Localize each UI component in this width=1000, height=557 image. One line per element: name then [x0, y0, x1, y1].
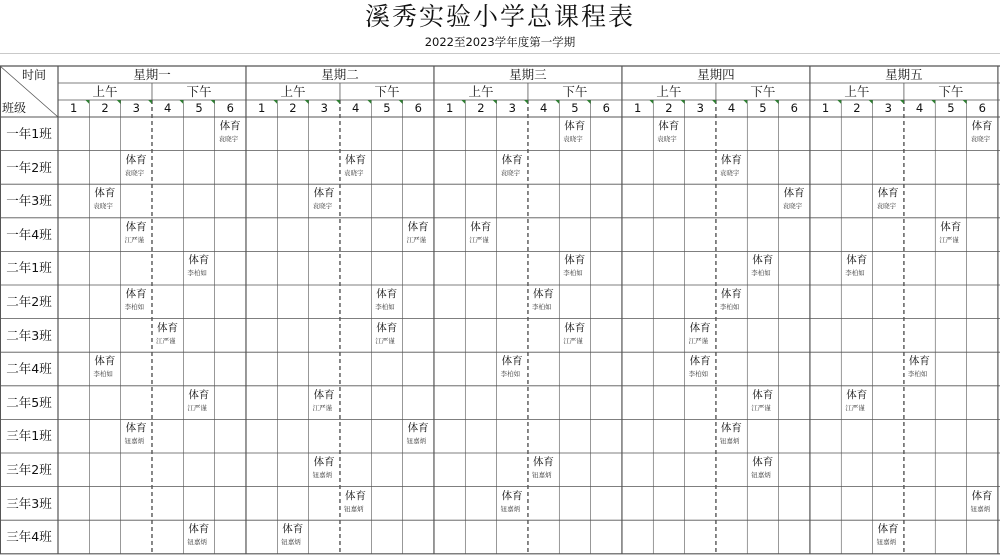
period-header: 1 [70, 101, 78, 115]
period-header: 2 [853, 101, 861, 115]
period-header: 5 [759, 101, 767, 115]
lesson-teacher: 江严谨 [406, 235, 427, 244]
lesson-teacher: 李柏如 [124, 303, 145, 311]
period-header: 4 [163, 101, 172, 115]
day-header: 星期五 [885, 67, 923, 82]
lesson-subject: 体育 [313, 456, 335, 468]
half-day-header: 下午 [186, 84, 212, 99]
lesson-teacher: 李柏如 [688, 370, 709, 379]
page-title: 溪秀实验小学总课程表 [364, 2, 635, 31]
lesson-teacher: 李柏如 [500, 370, 521, 379]
lesson-teacher: 钮嘉炳 [343, 504, 364, 513]
period-header: 4 [727, 101, 736, 115]
period-header: 5 [383, 101, 391, 115]
lesson-subject: 体育 [313, 187, 335, 200]
class-row-label: 一年3班 [6, 193, 52, 209]
class-row-label: 三年3班 [6, 495, 52, 511]
class-row-label: 二年3班 [6, 327, 52, 343]
period-header: 2 [477, 101, 485, 115]
class-row-label: 一年2班 [6, 159, 52, 175]
lesson-teacher: 袁晓宇 [970, 135, 991, 143]
lesson-teacher: 李柏如 [751, 269, 771, 278]
lesson-subject: 体育 [689, 321, 711, 334]
lesson-teacher: 袁晓宇 [218, 135, 239, 143]
lesson-subject: 体育 [501, 489, 523, 502]
lesson-teacher: 李柏如 [375, 303, 395, 311]
page-subtitle: 2022至2023学年度第一学期 [424, 35, 576, 49]
lesson-subject: 体育 [219, 120, 241, 132]
lesson-teacher: 袁晓宇 [563, 135, 583, 143]
lesson-teacher: 钮嘉炳 [312, 471, 333, 479]
lesson-teacher: 江严谨 [155, 336, 176, 345]
lesson-subject: 体育 [908, 355, 930, 368]
lesson-subject: 体育 [720, 288, 742, 300]
lesson-teacher: 李柏如 [187, 269, 207, 278]
lesson-subject: 体育 [407, 422, 429, 435]
period-header: 3 [696, 101, 704, 115]
lesson-subject: 体育 [94, 355, 116, 368]
class-row-label: 二年2班 [6, 294, 52, 309]
lesson-teacher: 钮嘉炳 [500, 504, 521, 513]
lesson-subject: 体育 [125, 220, 147, 233]
lesson-subject: 体育 [846, 388, 868, 401]
lesson-teacher: 江严谨 [845, 403, 865, 412]
period-header: 6 [602, 101, 610, 115]
lesson-subject: 体育 [689, 355, 711, 368]
half-day-header: 下午 [938, 84, 964, 99]
lesson-teacher: 袁晓宇 [93, 202, 113, 211]
lesson-subject: 体育 [376, 288, 398, 300]
lesson-subject: 体育 [188, 523, 210, 536]
corner-class-label: 班级 [2, 101, 27, 115]
period-header: 2 [289, 101, 297, 115]
class-row-label: 三年1班 [6, 428, 52, 444]
lesson-subject: 体育 [125, 288, 147, 300]
lesson-subject: 体育 [720, 422, 742, 435]
lesson-teacher: 李柏如 [907, 370, 928, 379]
lesson-teacher: 钮嘉炳 [751, 471, 771, 479]
period-header: 2 [665, 101, 673, 115]
lesson-subject: 体育 [564, 120, 586, 132]
lesson-teacher: 袁晓宇 [782, 202, 803, 211]
period-header: 4 [351, 101, 360, 115]
day-header: 星期三 [509, 67, 547, 82]
lesson-teacher: 袁晓宇 [312, 202, 333, 211]
period-header: 1 [821, 101, 830, 115]
period-header: 5 [947, 101, 955, 115]
lesson-subject: 体育 [752, 388, 774, 401]
lesson-teacher: 李柏如 [93, 370, 113, 379]
lesson-teacher: 李柏如 [845, 269, 865, 278]
lesson-subject: 体育 [532, 456, 554, 468]
lesson-teacher: 钮嘉炳 [187, 538, 207, 547]
lesson-subject: 体育 [125, 422, 147, 435]
lesson-subject: 体育 [752, 254, 774, 267]
lesson-subject: 体育 [313, 388, 335, 401]
class-row-label: 一年4班 [6, 226, 52, 242]
lesson-subject: 体育 [188, 388, 210, 401]
lesson-teacher: 钮嘉炳 [531, 471, 552, 479]
period-header: 5 [571, 101, 579, 115]
lesson-subject: 体育 [344, 489, 366, 502]
corner-time-label: 时间 [22, 68, 47, 82]
period-header: 6 [790, 101, 798, 115]
lesson-teacher: 钮嘉炳 [406, 437, 427, 446]
period-header: 1 [633, 101, 642, 115]
lesson-subject: 体育 [564, 321, 586, 334]
period-header: 3 [320, 101, 328, 115]
lesson-subject: 体育 [971, 489, 993, 502]
lesson-subject: 体育 [344, 153, 366, 166]
lesson-subject: 体育 [752, 456, 774, 468]
day-header: 星期二 [321, 67, 359, 82]
lesson-subject: 体育 [877, 187, 899, 200]
period-header: 1 [445, 101, 454, 115]
half-day-header: 下午 [562, 84, 588, 99]
lesson-teacher: 钮嘉炳 [970, 504, 991, 513]
lesson-teacher: 李柏如 [719, 303, 740, 311]
period-header: 2 [101, 101, 109, 115]
lesson-teacher: 江严谨 [563, 336, 583, 345]
period-header: 6 [414, 101, 422, 115]
lesson-teacher: 江严谨 [312, 403, 333, 412]
lesson-subject: 体育 [188, 254, 210, 267]
lesson-subject: 体育 [501, 355, 523, 368]
period-header: 4 [539, 101, 548, 115]
period-header: 3 [884, 101, 892, 115]
lesson-teacher: 钮嘉炳 [124, 437, 145, 446]
half-day-header: 上午 [280, 84, 306, 99]
lesson-subject: 体育 [125, 153, 147, 166]
lesson-teacher: 江严谨 [187, 403, 207, 412]
lesson-teacher: 江严谨 [939, 235, 959, 244]
lesson-teacher: 钮嘉炳 [876, 538, 897, 547]
class-row-label: 三年4班 [6, 529, 52, 545]
lesson-teacher: 钮嘉炳 [719, 437, 740, 446]
half-day-header: 上午 [844, 84, 870, 99]
lesson-teacher: 江严谨 [751, 403, 771, 412]
lesson-subject: 体育 [940, 220, 962, 233]
period-header: 3 [132, 101, 140, 115]
class-row-label: 三年2班 [6, 462, 52, 477]
lesson-teacher: 袁晓宇 [657, 135, 677, 143]
lesson-subject: 体育 [658, 120, 680, 132]
period-header: 1 [257, 101, 266, 115]
lesson-teacher: 袁晓宇 [343, 168, 364, 177]
day-header: 星期一 [133, 67, 171, 82]
lesson-subject: 体育 [501, 153, 523, 166]
lesson-subject: 体育 [407, 220, 429, 233]
lesson-teacher: 江严谨 [375, 336, 395, 345]
lesson-teacher: 钮嘉炳 [281, 538, 301, 547]
lesson-subject: 体育 [846, 254, 868, 267]
class-row-label: 二年5班 [6, 394, 52, 410]
lesson-teacher: 江严谨 [469, 235, 489, 244]
day-header: 星期四 [697, 67, 735, 82]
half-day-header: 上午 [656, 84, 682, 99]
lesson-subject: 体育 [282, 523, 304, 536]
lesson-subject: 体育 [376, 321, 398, 334]
period-header: 3 [508, 101, 516, 115]
half-day-header: 上午 [468, 84, 494, 99]
half-day-header: 上午 [92, 84, 118, 99]
half-day-header: 下午 [750, 84, 776, 99]
class-row-label: 二年4班 [6, 361, 52, 377]
period-header: 5 [195, 101, 203, 115]
lesson-subject: 体育 [94, 187, 116, 200]
period-header: 6 [978, 101, 986, 115]
lesson-subject: 体育 [783, 187, 805, 200]
lesson-subject: 体育 [564, 254, 586, 267]
period-header: 6 [226, 101, 234, 115]
lesson-teacher: 袁晓宇 [124, 168, 145, 177]
lesson-teacher: 袁晓宇 [876, 202, 897, 211]
lesson-subject: 体育 [720, 153, 742, 166]
lesson-subject: 体育 [971, 120, 993, 132]
lesson-subject: 体育 [877, 523, 899, 536]
class-row-label: 一年1班 [6, 126, 52, 141]
lesson-teacher: 李柏如 [531, 303, 552, 311]
half-day-header: 下午 [374, 84, 400, 99]
class-row-label: 二年1班 [6, 260, 52, 276]
lesson-teacher: 李柏如 [563, 269, 583, 278]
lesson-teacher: 袁晓宇 [500, 168, 521, 177]
lesson-teacher: 袁晓宇 [719, 168, 740, 177]
lesson-teacher: 江严谨 [688, 336, 709, 345]
period-header: 4 [915, 101, 924, 115]
lesson-subject: 体育 [470, 220, 492, 233]
lesson-subject: 体育 [532, 288, 554, 300]
lesson-subject: 体育 [156, 321, 178, 334]
lesson-teacher: 江严谨 [124, 235, 145, 244]
